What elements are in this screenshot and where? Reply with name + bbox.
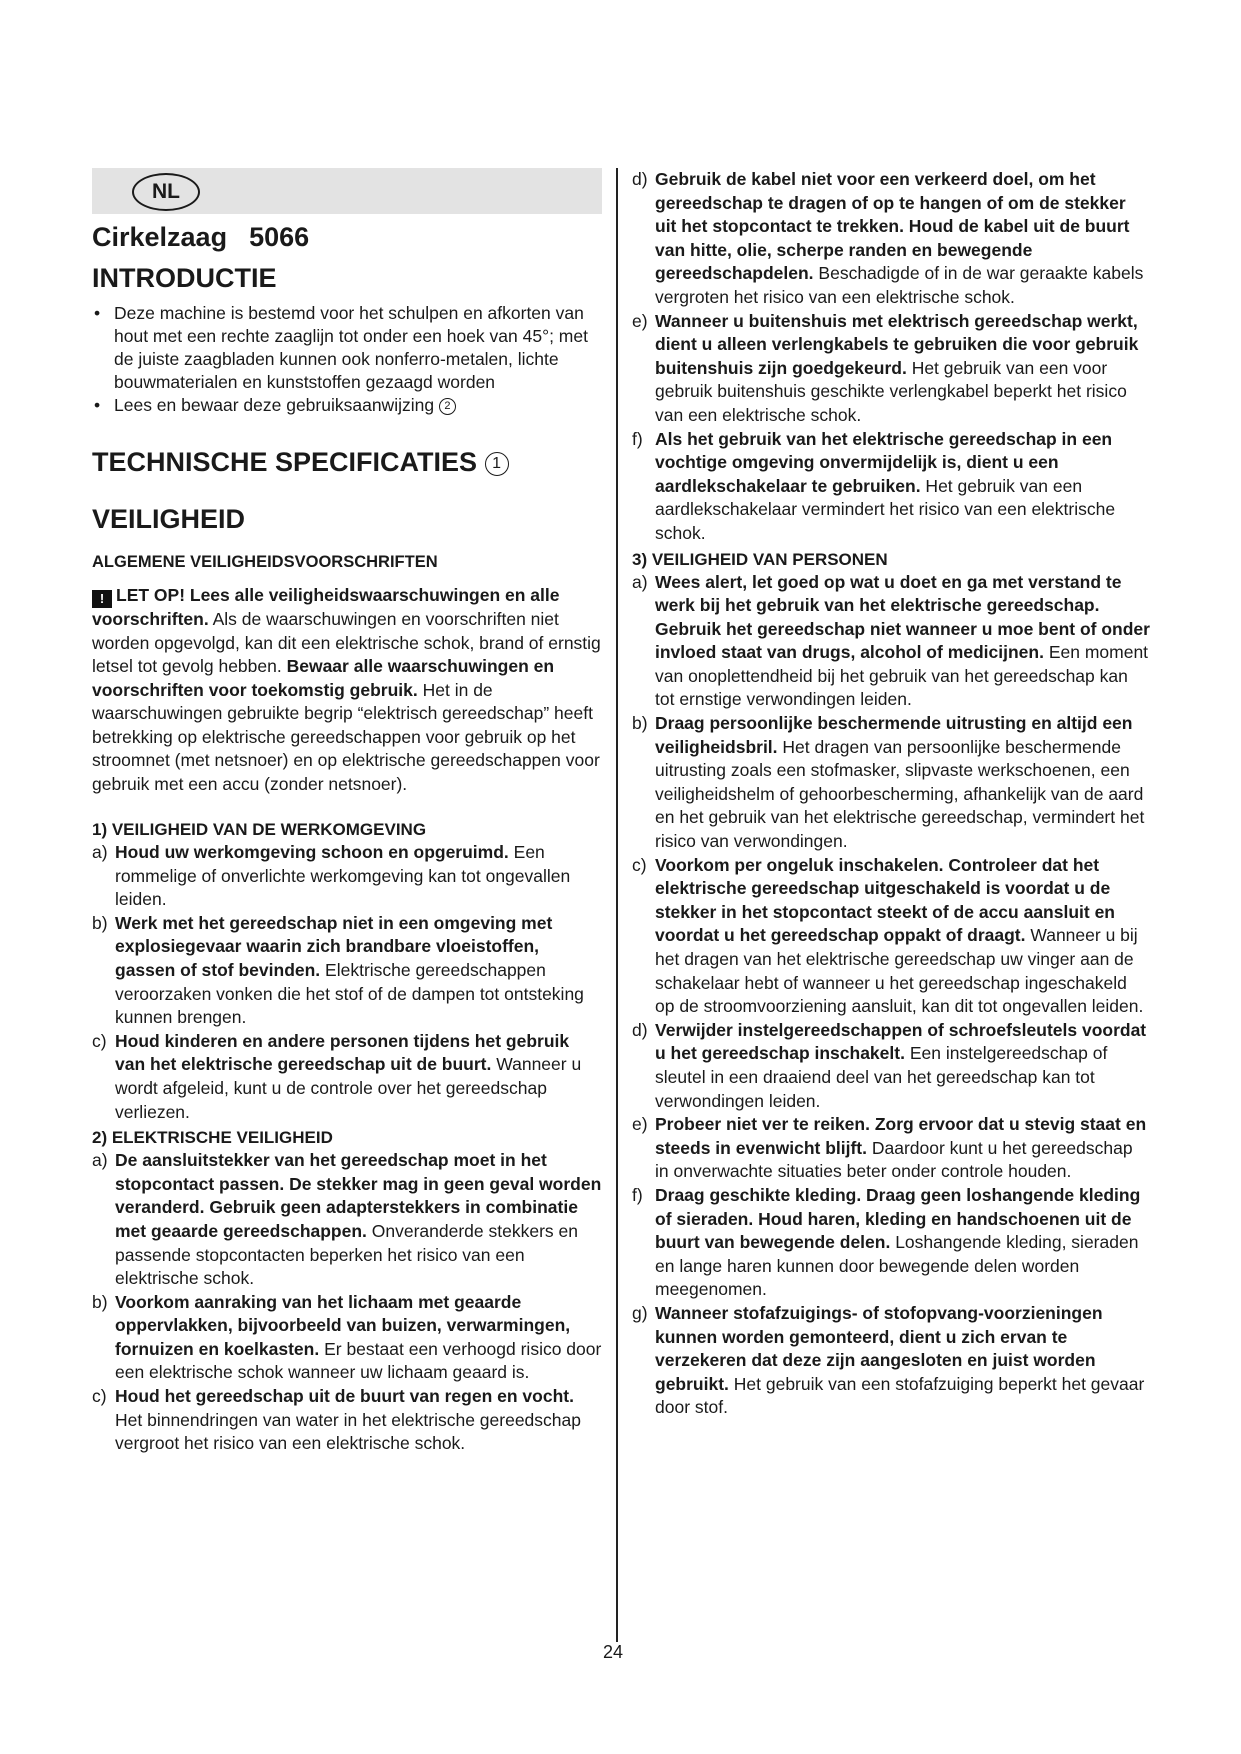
item-label: a) (632, 571, 648, 592)
item-bold-text: Als het gebruik van het elektrische gereedschap in een vochtige omgeving onvermijdelijk is, dient u een aardlekschakelaar te gebruiken. (655, 428, 1113, 496)
figure-ref-marker: 2 (439, 398, 456, 415)
item-text: Wanneer u bij het dragen van het elektrische gereedschap uw vinger aan de schakelaar hebt of wanneer u het gereedschap ingeschakeld op de stroomvoorziening aansluit, kan dit tot ongevallen leiden. (655, 925, 1144, 1017)
item-bold-text: Wees alert, let goed op wat u doet en ga met verstand te werk bij het gebruik van het elektrische gereedschap. Gebruik het gereedschap niet wanneer u moe bent of onder invloed staat van drugs, alcohol of medicijnen. (655, 571, 1150, 663)
item-label: e) (632, 310, 648, 331)
section-heading: 1) VEILIGHEID VAN DE WERKOMGEVING (92, 820, 427, 839)
item-text: Daardoor kunt u het gereedschap in onverwachte situaties beter onder controle houden. (655, 1137, 1133, 1182)
item-label: d) (632, 169, 648, 189)
list-item (632, 1113, 1150, 1184)
item-text: Het dragen van persoonlijke beschermende uitrusting zoals een stofmasker, slipvaste werkschoenen, een veiligheidshelm of gehoorbescherming, afhankelijk van de aard en het gebruik van het elektrische gereedschap, vermindert het risico van verwondingen. (655, 736, 1145, 852)
item-text: Een rommelige of onverlichte werkomgeving kan tot ongevallen leiden. (115, 842, 571, 910)
item-label: a) (92, 842, 108, 862)
list-item (92, 1030, 602, 1124)
item-text: Een moment van onoplettendheid bij het gebruik van het gereedschap kan tot ernstige verwondingen leiden. (655, 642, 1149, 710)
list-item (632, 1302, 1150, 1420)
item-label: c) (92, 1030, 107, 1051)
item-text: Elektrische gereedschappen veroorzaken vonken die het stof of de dampen tot ontsteking kunnen brengen. (115, 959, 584, 1028)
list-item (92, 1149, 602, 1291)
section-heading: 2) ELEKTRISCHE VEILIGHEID (92, 1128, 333, 1148)
item-text: Er bestaat een verhoogd risico door een elektrische schok wanneer uw lichaam geaard is. (115, 1338, 602, 1383)
item-label: g) (632, 1302, 648, 1323)
list-item (92, 1385, 602, 1456)
list-item (92, 912, 602, 1030)
item-text: Het gebruik van een aardlekschakelaar vermindert het risico van een elektrische schok. (655, 475, 1116, 543)
intro-bullet: • Lees en bewaar deze gebruiksaanwijzing 2 (92, 394, 602, 417)
item-bold-text: De aansluitstekker van het gereedschap moet in het stopcontact passen. De stekker mag in geen geval worden veranderd. Gebruik geen adapterstekkers in combinatie met geaarde gereedschappen. (115, 1150, 602, 1241)
item-label: a) (92, 1150, 108, 1171)
item-text: Het gebruik van een stofafzuiging beperkt het gevaar door stof. (655, 1373, 1145, 1418)
item-label: b) (92, 1291, 108, 1312)
list-item (632, 712, 1150, 854)
item-label: f) (632, 428, 643, 449)
item-label: c) (92, 1386, 107, 1407)
list-item (632, 571, 1150, 713)
intro-heading: INTRODUCTIE (92, 263, 277, 293)
item-bold-text: Draag geschikte kleding. Draag geen loshangende kleding of sieraden. Houd haren, kleding en handschoenen uit de buurt van bewegende delen. (655, 1184, 1141, 1253)
item-text: Onveranderde stekkers en passende stopcontacten beperken het risico van een elektrische schok. (115, 1220, 578, 1289)
item-bold-text: Verwijder instelgereedschappen of schroefsleutels voordat u het gereedschap inschakelt. (655, 1019, 1147, 1064)
item-bold-text: Voorkom aanraking van het lichaam met geaarde oppervlakken, bijvoorbeeld van buizen, verwarmingen, fornuizen en koelkasten. (115, 1291, 571, 1359)
item-bold-text: Wanneer u buitenshuis met elektrisch gereedschap werkt, dient u alleen verlengkabels te gebruiken die voor gebruik buitenshuis zijn goedgekeurd. (655, 310, 1139, 378)
item-label: e) (632, 1114, 648, 1135)
right-column (632, 168, 1150, 1420)
warning-icon: ! (92, 590, 112, 608)
list-item (632, 1184, 1150, 1302)
item-text: Het binnendringen van water in het elektrische gereedschap vergroot het risico van een elektrische schok. (115, 1409, 581, 1454)
item-text: Loshangende kleding, sieraden en lange haren kunnen door bewegende delen worden meegenomen. (655, 1232, 1139, 1300)
list-item (632, 854, 1150, 1019)
item-text: Het gebruik van een voor gebruik buitenshuis geschikte verlengkabel beperkt het risico van een elektrische schok. (655, 357, 1127, 425)
item-label: d) (632, 1019, 648, 1040)
model-number: 5066 (249, 222, 310, 252)
item-bold-text: Gebruik de kabel niet voor een verkeerd doel, om het gereedschap te dragen of op te hangen of om de stekker uit het stopcontact te trekken. Houd de kabel uit de buurt van hitte, olie, scherpe randen en bewegende gereedschapdelen. (655, 169, 1130, 284)
section-3-items (632, 571, 1150, 1420)
item-label: b) (632, 713, 648, 734)
intro-list (92, 302, 602, 417)
item-bold-text: Probeer niet ver te reiken. Zorg ervoor dat u stevig staat en steeds in evenwicht blijft. (655, 1114, 1147, 1158)
item-bold-text: Houd het gereedschap uit de buurt van regen en vocht. (115, 1386, 574, 1407)
item-label: f) (632, 1184, 643, 1205)
tech-spec-heading: TECHNISCHE SPECIFICATIES 1 (92, 447, 602, 478)
item-bold-text: Werk met het gereedschap niet in een omgeving met explosiegevaar waarin zich brandbare vloeistoffen, gassen of stof bevinden. (115, 912, 553, 980)
item-bold-text: Houd uw werkomgeving schoon en opgeruimd. (115, 842, 509, 862)
item-text: Een instelgereedschap of sleutel in een draaiend deel van het gereedschap kan tot verwondingen leiden. (655, 1043, 1108, 1111)
list-item (632, 168, 1150, 310)
list-item (632, 1019, 1150, 1113)
item-text: Beschadigde of in de war geraakte kabels vergroten het risico van een elektrische schok. (655, 263, 1144, 307)
page-number: 24 (603, 1642, 624, 1662)
product-title (92, 222, 602, 253)
item-bold-text: Draag persoonlijke beschermende uitrusting en altijd een veiligheidsbril. (655, 713, 1133, 757)
column-divider (616, 168, 618, 1642)
list-item (632, 310, 1150, 428)
language-bar (92, 168, 602, 214)
section-heading: 3) VEILIGHEID VAN PERSONEN (632, 549, 888, 569)
section-2-items-continued (632, 168, 1150, 546)
item-bold-text: Voorkom per ongeluk inschakelen. Controleer dat het elektrische gereedschap uitgeschakeld is voordat u de stekker in het stopcontact steekt of de accu aansluit en voordat u het gereedschap oppakt of draagt. (655, 854, 1115, 946)
item-label: c) (632, 854, 647, 875)
item-bold-text: Houd kinderen en andere personen tijdens het gebruik van het elektrische gereedschap uit de buurt. (115, 1030, 570, 1075)
list-item (92, 841, 602, 912)
item-bold-text: Wanneer stofafzuigings- of stofopvang-voorzieningen kunnen worden gemonteerd, dient u zich ervan te verzekeren dat deze zijn aangesloten en juist worden gebruikt. (655, 1302, 1103, 1394)
list-item (92, 1291, 602, 1385)
section-1-items (92, 841, 602, 1124)
intro-bullet: • Deze machine is bestemd voor het schulpen en afkorten van hout met een rechte zaaglijn tot onder een hoek van 45°; met de juiste zaagbladen kunnen ook nonferro-metalen, lichte bouwmaterialen en kunststoffen gezaagd worden (92, 302, 602, 394)
section-2-items (92, 1149, 602, 1456)
list-item (632, 428, 1150, 546)
item-text: Wanneer u wordt afgeleid, kunt u de controle over het gereedschap verliezen. (115, 1054, 582, 1122)
left-column (92, 168, 602, 1456)
warning-paragraph: ! LET OP! Lees alle veiligheidswaarschuwingen en alle voorschriften. Als de waarschuwingen en voorschriften niet worden opgevolgd, kan dit een elektrische schok, brand of ernstig letsel tot gevolg hebben. Bewaar alle waarschuwingen en voorschriften voor toekomstig gebruik. Het in de waarschuwingen gebruikte begrip “elektrisch gereedschap” heeft betrekking op elektrische gereedschappen voor gebruik op het stroomnet (met netsnoer) en op elektrische gereedschappen voor gebruik met een accu (zonder netsnoer). (92, 585, 601, 794)
figure-ref-marker: 1 (485, 452, 509, 476)
item-label: b) (92, 912, 108, 933)
safety-heading: VEILIGHEID (92, 504, 246, 534)
product-name: Cirkelzaag (92, 222, 228, 252)
general-safety-heading: ALGEMENE VEILIGHEIDSVOORSCHRIFTEN (92, 553, 438, 571)
language-badge: NL (132, 173, 200, 211)
